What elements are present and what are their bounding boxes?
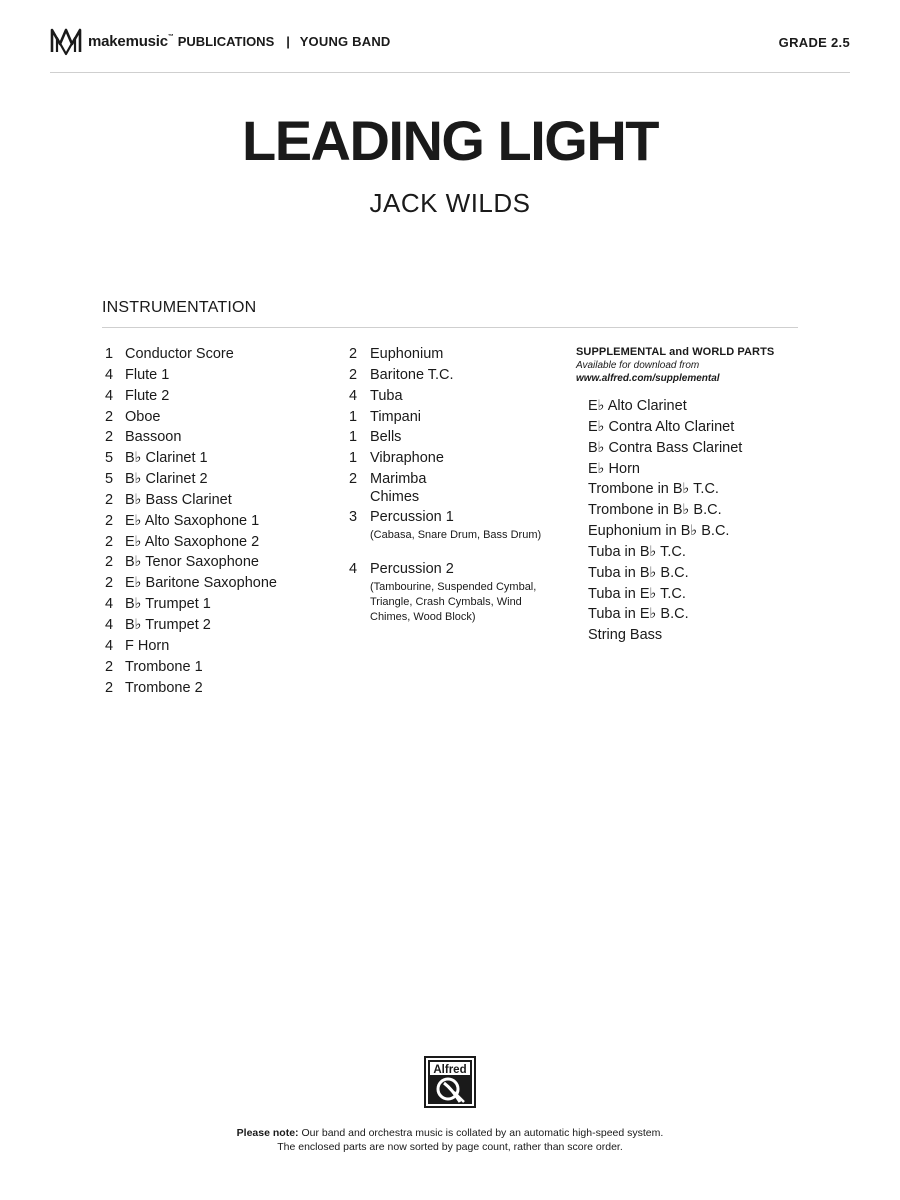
series-label: YOUNG BAND (299, 34, 391, 49)
instrument-item (102, 469, 332, 490)
brand-line (88, 33, 391, 50)
instrument-item (102, 386, 332, 407)
instrument-name: B♭ Clarinet 2 (125, 471, 208, 488)
instrument-quantity: 4 (104, 387, 114, 404)
instrument-name: Flute 2 (125, 387, 170, 404)
instrument-item (346, 469, 566, 507)
supplemental-title: SUPPLEMENTAL and WORLD PARTS (576, 346, 775, 358)
instrumentation-divider (102, 327, 798, 328)
instrument-quantity: 4 (348, 561, 358, 578)
instrument-item (102, 552, 332, 573)
supplemental-part: Tuba in B♭ B.C. (588, 564, 689, 581)
supplemental-part: E♭ Contra Alto Clarinet (588, 418, 735, 435)
instrument-name: Flute 1 (125, 366, 170, 383)
header-divider (50, 72, 850, 73)
page-header (50, 22, 850, 62)
instrument-name: E♭ Alto Saxophone 1 (125, 512, 260, 529)
instrument-name-group (370, 471, 550, 506)
brand-name: makemusic (88, 33, 168, 50)
instrument-name: Trombone 2 (125, 679, 203, 696)
instrument-name: Oboe (125, 408, 161, 425)
instrument-name: Conductor Score (125, 346, 234, 362)
instrument-quantity: 1 (348, 429, 358, 446)
supplemental-part: Euphonium in B♭ B.C. (588, 523, 730, 540)
instrument-item (102, 448, 332, 469)
instrument-quantity: 2 (104, 679, 114, 696)
instrument-name: Bassoon (125, 429, 182, 446)
supplemental-part: Tuba in B♭ T.C. (588, 543, 686, 560)
instrument-name: F Horn (125, 637, 170, 654)
instrumentation-heading: INSTRUMENTATION (102, 299, 257, 316)
instrument-item (346, 448, 566, 469)
instrument-item (102, 636, 332, 657)
piece-title: LEADING LIGHT (241, 109, 659, 172)
instrument-name: Baritone T.C. (370, 366, 454, 383)
supplemental-part: Tuba in E♭ T.C. (588, 585, 686, 602)
instrument-item (102, 678, 332, 699)
instrument-quantity: 1 (348, 408, 358, 425)
composer-name: JACK WILDS (369, 188, 531, 218)
brand-separator: | (286, 34, 290, 49)
instrument-note: (Cabasa, Snare Drum, Bass Drum) (370, 528, 542, 541)
instrumentation-column-2 (346, 344, 566, 629)
supplemental-part: Trombone in B♭ T.C. (588, 481, 719, 498)
footnote-line-1 (0, 1126, 900, 1140)
instrument-name: Trombone 1 (125, 658, 203, 675)
instrument-name: Vibraphone (370, 450, 444, 467)
instrument-quantity: 4 (348, 387, 358, 404)
instrument-name: Marimba (370, 471, 427, 488)
brand-publications: PUBLICATIONS (177, 34, 275, 49)
footnote (0, 1126, 900, 1154)
instrument-quantity: 2 (104, 512, 114, 529)
supplemental-part: B♭ Contra Bass Clarinet (588, 439, 743, 456)
instrument-quantity: 2 (104, 533, 114, 550)
instrument-quantity: 4 (104, 637, 114, 654)
instrument-item (102, 365, 332, 386)
instrument-quantity: 1 (348, 450, 358, 467)
instrument-note: (Tambourine, Suspended Cymbal, Triangle, Crash Cymbals, Wind Chimes, Wood Block) (370, 580, 537, 623)
supplemental-parts-list (588, 396, 828, 646)
instrument-name: Bells (370, 429, 402, 446)
instrument-name: B♭ Trumpet 1 (125, 596, 211, 613)
instrument-quantity: 4 (104, 366, 114, 383)
alfred-logo-text: Alfred (433, 1064, 467, 1076)
instrument-quantity: 2 (104, 429, 114, 446)
instrument-name-group (370, 559, 560, 625)
supplemental-part: E♭ Horn (588, 460, 640, 477)
supplemental-part: E♭ Alto Clarinet (588, 398, 687, 414)
instrument-item (102, 427, 332, 448)
instrument-item (102, 344, 332, 365)
instrument-name: E♭ Baritone Saxophone (125, 575, 277, 592)
instrument-item (346, 559, 566, 629)
supplemental-part: String Bass (588, 627, 663, 644)
instrument-item (102, 594, 332, 615)
supplemental-subtitle: Available for download from (576, 360, 700, 371)
instrument-name: B♭ Clarinet 1 (125, 450, 208, 467)
brand-trademark: ™ (167, 34, 174, 40)
instrument-name: Euphonium (370, 346, 444, 362)
instrument-name: B♭ Bass Clarinet (125, 491, 232, 508)
instrument-quantity: 3 (348, 509, 358, 526)
instrumentation-column-1 (102, 344, 332, 698)
alfred-logo-icon (424, 1056, 476, 1108)
supplemental-header (576, 346, 816, 385)
footnote-text-1: Our band and orchestra music is collated by an automatic high-speed system. (301, 1127, 664, 1139)
grade-label: GRADE 2.5 (778, 35, 850, 50)
supplemental-part: Trombone in B♭ B.C. (588, 502, 722, 519)
instrument-quantity: 2 (348, 366, 358, 383)
instrument-name: Percussion 2 (370, 561, 454, 578)
instrument-quantity: 2 (104, 408, 114, 425)
instrument-name: Chimes (370, 488, 420, 505)
instrument-name-group (370, 507, 560, 543)
instrument-item (102, 490, 332, 511)
instrument-quantity: 2 (104, 491, 114, 508)
instrument-name: B♭ Trumpet 2 (125, 616, 211, 633)
footnote-label: Please note: (236, 1127, 299, 1139)
instrument-name: Timpani (370, 408, 422, 425)
makemusic-logo-icon (50, 26, 82, 56)
instrument-quantity: 2 (348, 471, 358, 488)
supplemental-url: www.alfred.com/supplemental (576, 373, 720, 384)
instrument-quantity: 4 (104, 616, 114, 633)
instrument-name: Percussion 1 (370, 509, 454, 526)
instrument-item (102, 615, 332, 636)
instrument-quantity: 2 (104, 575, 114, 592)
supplemental-part: Tuba in E♭ B.C. (588, 606, 689, 623)
instrument-item (102, 532, 332, 553)
instrument-item (346, 344, 566, 365)
instrument-item (346, 365, 566, 386)
instrument-quantity: 4 (104, 596, 114, 613)
instrument-item (102, 573, 332, 594)
instrument-item (346, 427, 566, 448)
instrument-item (346, 507, 566, 559)
instrument-quantity: 2 (348, 346, 358, 362)
instrument-name: E♭ Alto Saxophone 2 (125, 533, 260, 550)
instrument-quantity: 2 (104, 658, 114, 675)
instrument-quantity: 2 (104, 554, 114, 571)
instrument-item (346, 386, 566, 407)
instrument-quantity: 5 (104, 450, 114, 467)
footnote-text-2: The enclosed parts are now sorted by page count, rather than score order. (277, 1141, 623, 1153)
instrument-quantity: 5 (104, 471, 114, 488)
instrument-item (346, 407, 566, 428)
instrument-quantity: 1 (104, 346, 114, 362)
instrument-name: B♭ Tenor Saxophone (125, 554, 259, 571)
instrument-name: Tuba (370, 387, 403, 404)
instrument-item (102, 511, 332, 532)
instrument-item (102, 657, 332, 678)
instrument-item (102, 407, 332, 428)
